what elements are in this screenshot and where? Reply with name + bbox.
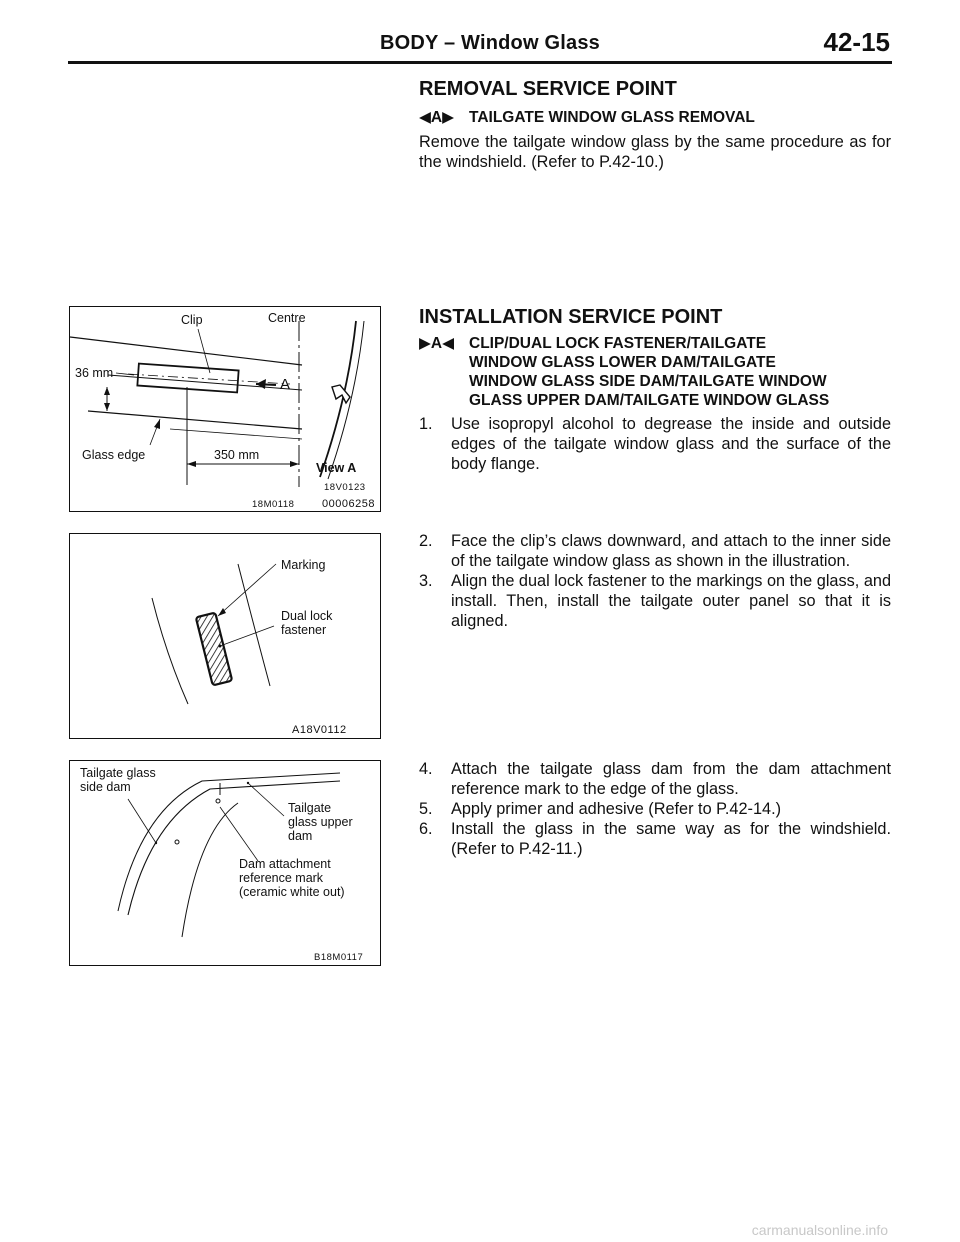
page-number: 42-15	[823, 27, 890, 57]
label-side-dam-2: side dam	[80, 780, 131, 794]
label-view-a: View A	[316, 461, 357, 475]
step-number: 1.	[419, 415, 433, 433]
label-arrow-a: A	[280, 376, 291, 393]
removal-marker: ◀A▶	[419, 109, 455, 126]
step-text: Attach the tailgate glass dam from the dam attachment reference mark to the edge of the glass.	[451, 760, 891, 798]
installation-sub-line3: WINDOW GLASS SIDE DAM/TAILGATE WINDOW	[469, 373, 827, 390]
label-marking: Marking	[281, 558, 326, 572]
step-text: Apply primer and adhesive (Refer to P.42-14.)	[451, 800, 782, 818]
figure-glass-dam	[69, 760, 381, 966]
step-text: Face the clip’s claws downward, and attach to the inner side of the tailgate window glass as shown in the illustration.	[451, 532, 891, 570]
installation-heading: INSTALLATION SERVICE POINT	[419, 306, 723, 328]
installation-sub-line1: CLIP/DUAL LOCK FASTENER/TAILGATE	[469, 335, 767, 352]
label-ref-mark-3: (ceramic white out)	[239, 885, 345, 899]
step-number: 6.	[419, 820, 433, 838]
installation-subheading	[419, 334, 899, 410]
label-ref-mark-1: Dam attachment	[239, 857, 331, 871]
figure-code: A18V0112	[292, 724, 347, 736]
label-side-dam-1: Tailgate glass	[80, 766, 156, 780]
step-item	[419, 414, 891, 474]
header-rule	[68, 61, 892, 64]
figure-clip-drawing	[70, 307, 380, 511]
figure-code: B18M0117	[314, 952, 364, 963]
label-clip: Clip	[181, 313, 203, 327]
label-dual-lock-1: Dual lock	[281, 609, 333, 623]
step-item	[419, 759, 891, 799]
step-text: Install the glass in the same way as for the windshield. (Refer to P.42-11.)	[451, 820, 891, 858]
steps-list-c	[419, 759, 891, 859]
step-number: 2.	[419, 532, 433, 550]
removal-body: Remove the tailgate window glass by the same procedure as for the windshield. (Refer to P.42-10.)	[419, 133, 891, 171]
figure-clip-position	[69, 306, 381, 512]
figure-glass-dam-drawing	[70, 761, 380, 965]
label-upper-dam-1: Tailgate	[288, 801, 332, 815]
steps-list-a	[419, 414, 891, 474]
figure-dual-lock-fastener	[69, 533, 381, 739]
installation-sub-line4: GLASS UPPER DAM/TAILGATE WINDOW GLASS	[469, 392, 830, 409]
figure-code-left: 18M0118	[252, 499, 295, 510]
figure-dual-lock-drawing	[70, 534, 380, 738]
step-text: Use isopropyl alcohol to degrease the inside and outside edges of the tailgate window glass and the surface of the body flange.	[451, 415, 891, 473]
figure-code-top-right: 18V0123	[324, 482, 366, 493]
installation-sub-line2: WINDOW GLASS LOWER DAM/TAILGATE	[469, 354, 776, 371]
removal-heading: REMOVAL SERVICE POINT	[419, 78, 677, 100]
figure-code-right: 00006258	[322, 498, 375, 510]
removal-subtitle: TAILGATE WINDOW GLASS REMOVAL	[469, 109, 755, 126]
removal-subheading	[419, 108, 899, 127]
step-number: 4.	[419, 760, 433, 778]
label-upper-dam-2: glass upper	[288, 815, 353, 829]
step-number: 5.	[419, 800, 433, 818]
label-centre: Centre	[268, 311, 306, 325]
label-upper-dam-3: dam	[288, 829, 313, 843]
installation-marker: ▶A◀	[419, 335, 455, 352]
steps-list-b	[419, 531, 891, 631]
step-item	[419, 799, 891, 819]
label-dual-lock-2: fastener	[281, 623, 327, 637]
step-item	[419, 819, 891, 859]
label-350mm: 350 mm	[214, 448, 260, 462]
step-item	[419, 571, 891, 631]
label-ref-mark-2: reference mark	[239, 871, 324, 885]
label-36mm: 36 mm	[75, 366, 114, 380]
step-number: 3.	[419, 572, 433, 590]
page-header-title: BODY – Window Glass	[380, 32, 600, 54]
footer-watermark: carmanualsonline.info	[751, 1222, 888, 1238]
step-item	[419, 531, 891, 571]
label-glass-edge: Glass edge	[82, 448, 146, 462]
step-text: Align the dual lock fastener to the markings on the glass, and install. Then, install the tailgate outer panel so that it is aligned.	[451, 572, 891, 630]
